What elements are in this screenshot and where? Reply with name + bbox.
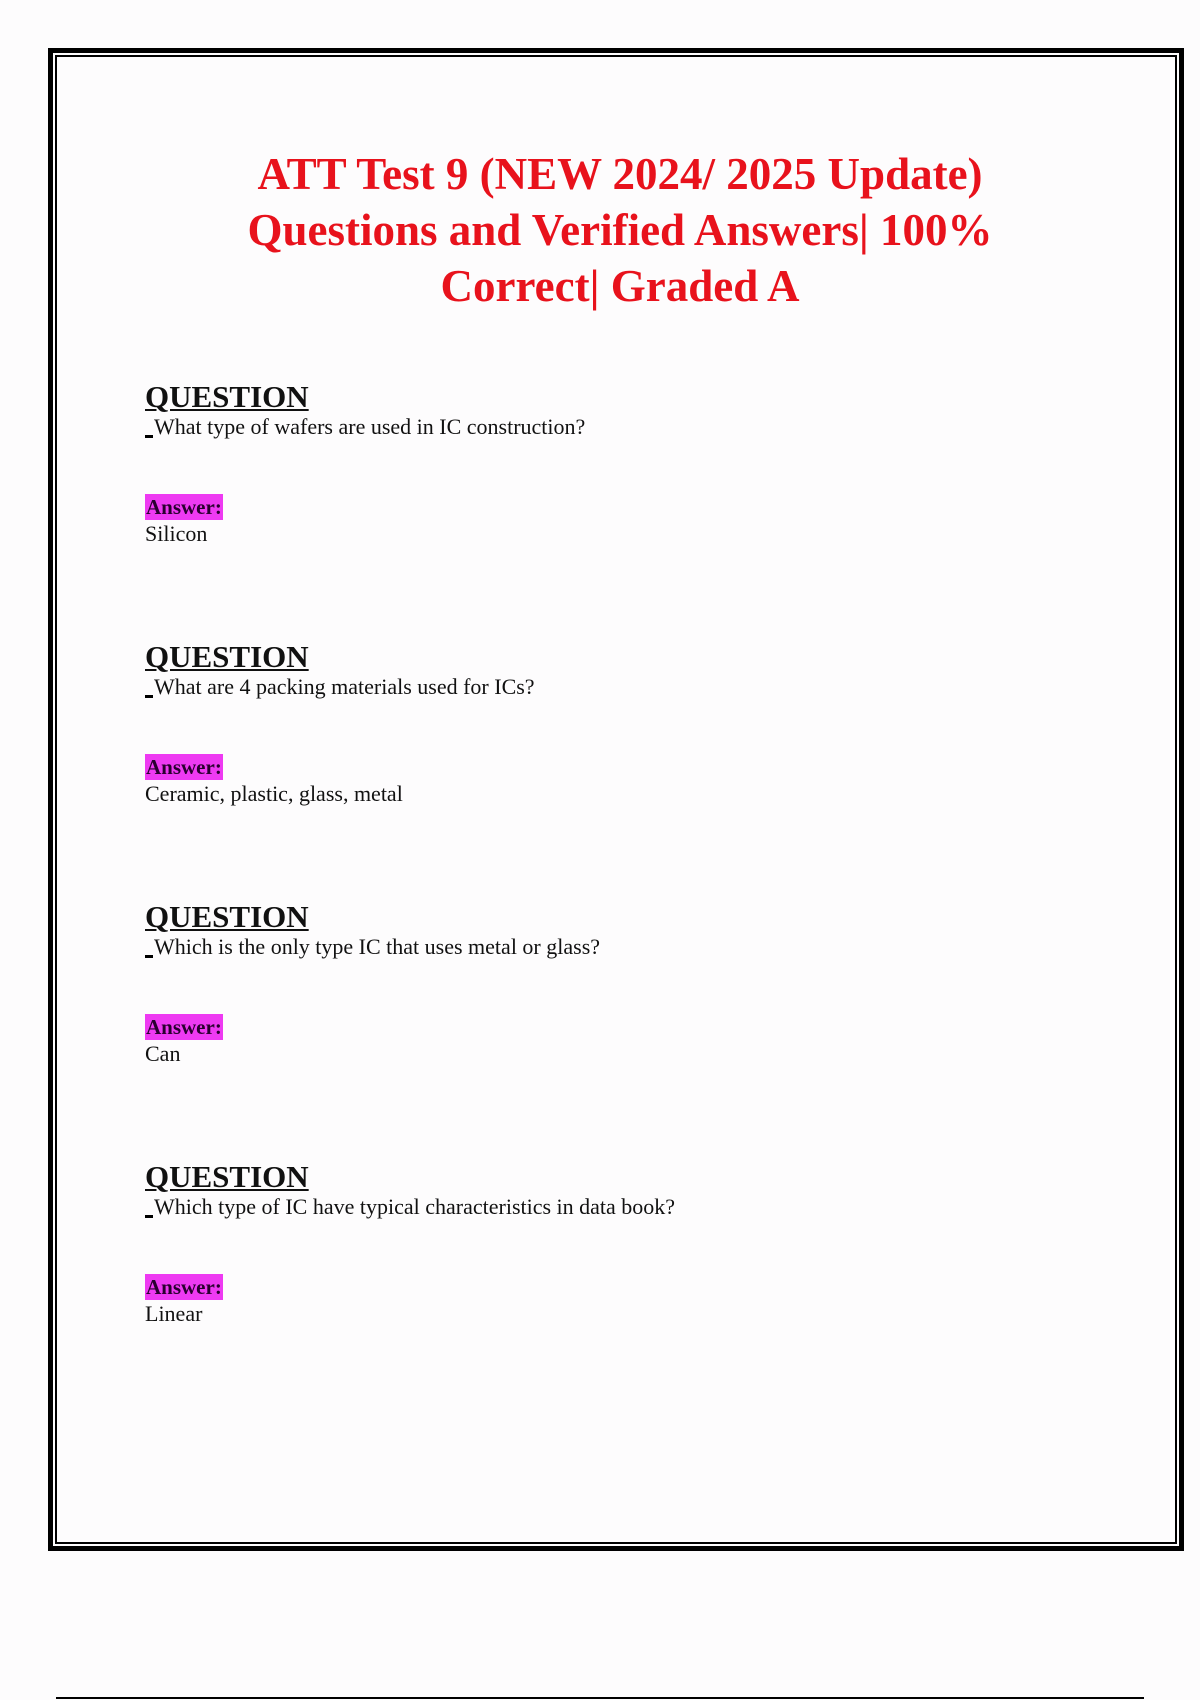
qa-block-4: [145, 1160, 1045, 1328]
question-text-row: [145, 934, 1045, 960]
question-heading: QUESTION: [145, 1159, 309, 1194]
question-text: What type of wafers are used in IC construction?: [154, 414, 586, 439]
answer-label: Answer:: [146, 1275, 222, 1299]
dash-marker: [145, 695, 153, 698]
qa-block-1: [145, 380, 1045, 548]
question-text-row: [145, 414, 1045, 440]
document-title: [160, 146, 1080, 314]
title-line-1: ATT Test 9 (NEW 2024/ 2025 Update): [257, 149, 983, 199]
answer-label: Answer:: [146, 1015, 222, 1039]
dash-marker: [145, 955, 153, 958]
title-line-2: Questions and Verified Answers| 100%: [247, 205, 993, 255]
question-text: Which is the only type IC that uses metal or glass?: [154, 934, 601, 959]
question-text: What are 4 packing materials used for ICs?: [154, 674, 535, 699]
answer-text: Ceramic, plastic, glass, metal: [145, 781, 403, 806]
footer-rule: [56, 1697, 1144, 1699]
answer-label: Answer:: [146, 755, 222, 779]
question-text-row: [145, 1194, 1045, 1220]
dash-marker: [145, 1215, 153, 1218]
answer-text: Silicon: [145, 521, 208, 546]
answer-label: Answer:: [146, 495, 222, 519]
dash-marker: [145, 435, 153, 438]
question-heading: QUESTION: [145, 379, 309, 414]
question-heading: QUESTION: [145, 639, 309, 674]
answer-text: Linear: [145, 1301, 203, 1326]
question-heading: QUESTION: [145, 899, 309, 934]
qa-block-3: [145, 900, 1045, 1068]
question-text: Which type of IC have typical characteristics in data book?: [154, 1194, 676, 1219]
question-text-row: [145, 674, 1045, 700]
title-line-3: Correct| Graded A: [440, 261, 800, 311]
answer-text: Can: [145, 1041, 181, 1066]
qa-block-2: [145, 640, 1045, 808]
